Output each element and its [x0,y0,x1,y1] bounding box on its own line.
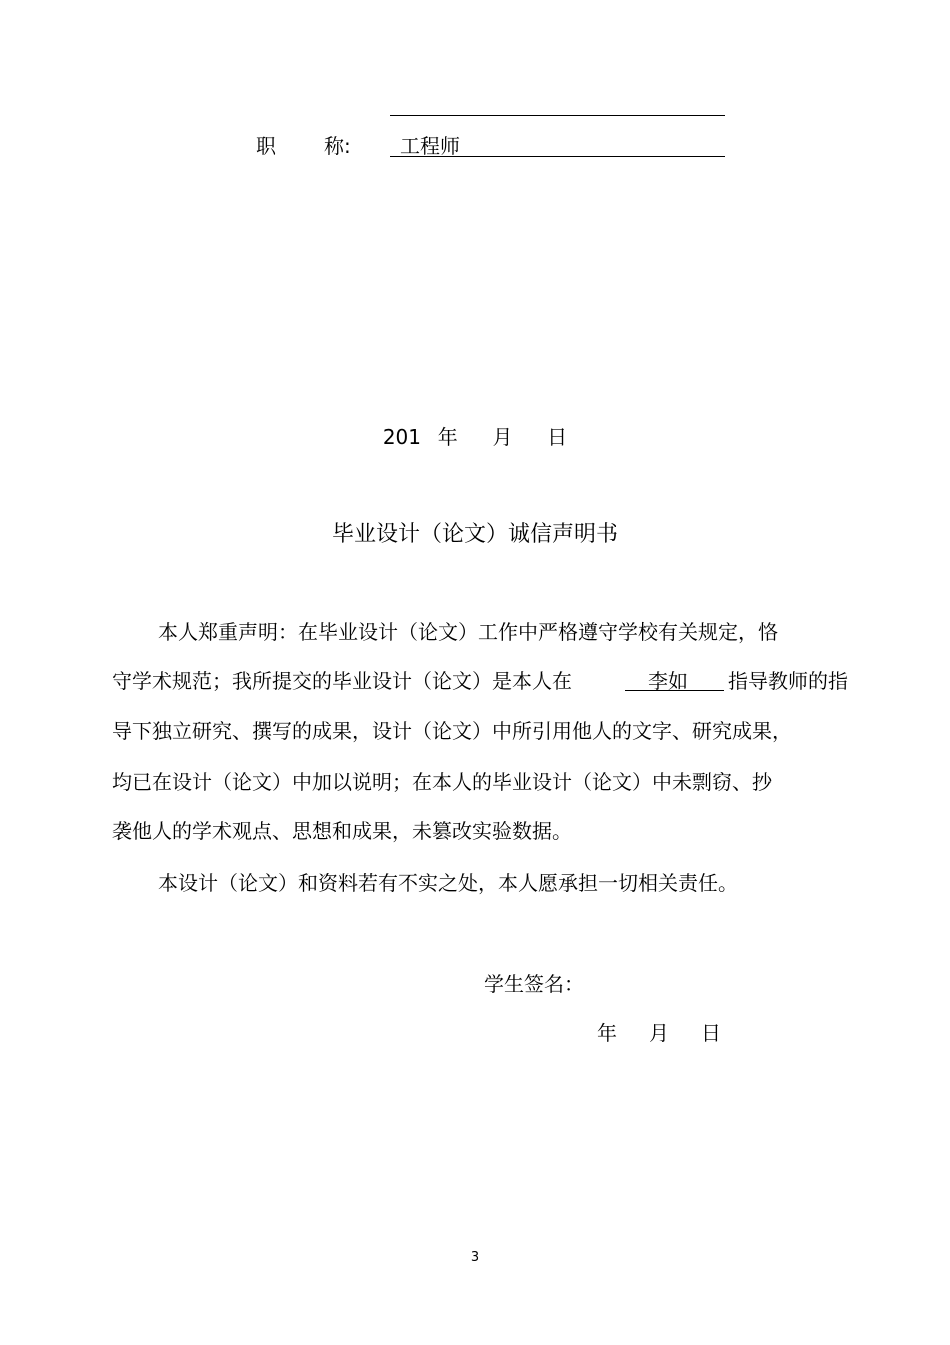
date-year: 201 [382,425,422,449]
page-number: 3 [470,1250,480,1265]
signature-month-unit: 月 [649,1021,669,1045]
job-title-label-right: 称: [324,134,351,158]
date-line [0,421,950,450]
date-day-unit: 日 [547,425,568,449]
job-title-label-left: 职 [256,134,276,158]
declaration-line-4: 均已在设计（论文）中加以说明；在本人的毕业设计（论文）中未剽窃、抄 [112,770,772,794]
declaration-line-2-start: 守学术规范；我所提交的毕业设计（论文）是本人在 [112,669,572,693]
signature-year-unit: 年 [597,1021,617,1045]
top-underline [390,115,725,116]
declaration-line-2-end: 指导教师的指 [728,669,848,693]
job-title-label [256,130,351,159]
declaration-heading: 毕业设计（论文）诚信声明书 [331,522,618,547]
declaration-line-1: 本人郑重声明：在毕业设计（论文）工作中严格遵守学校有关规定，恪 [158,620,778,644]
signature-day-unit: 日 [701,1021,721,1045]
date-year-unit: 年 [437,425,458,449]
advisor-name-underline [625,690,724,691]
declaration-line-6: 本设计（论文）和资料若有不实之处，本人愿承担一切相关责任。 [158,871,738,895]
advisor-name: 李如 [648,669,688,693]
job-title-value: 工程师 [400,134,460,158]
date-month-unit: 月 [492,425,513,449]
student-signature-label: 学生签名： [484,972,584,996]
job-title-underline [390,156,725,157]
declaration-line-5: 袭他人的学术观点、思想和成果，未篡改实验数据。 [112,819,572,843]
signature-date [597,1017,721,1046]
declaration-line-3: 导下独立研究、撰写的成果，设计（论文）中所引用他人的文字、研究成果， [112,719,792,743]
